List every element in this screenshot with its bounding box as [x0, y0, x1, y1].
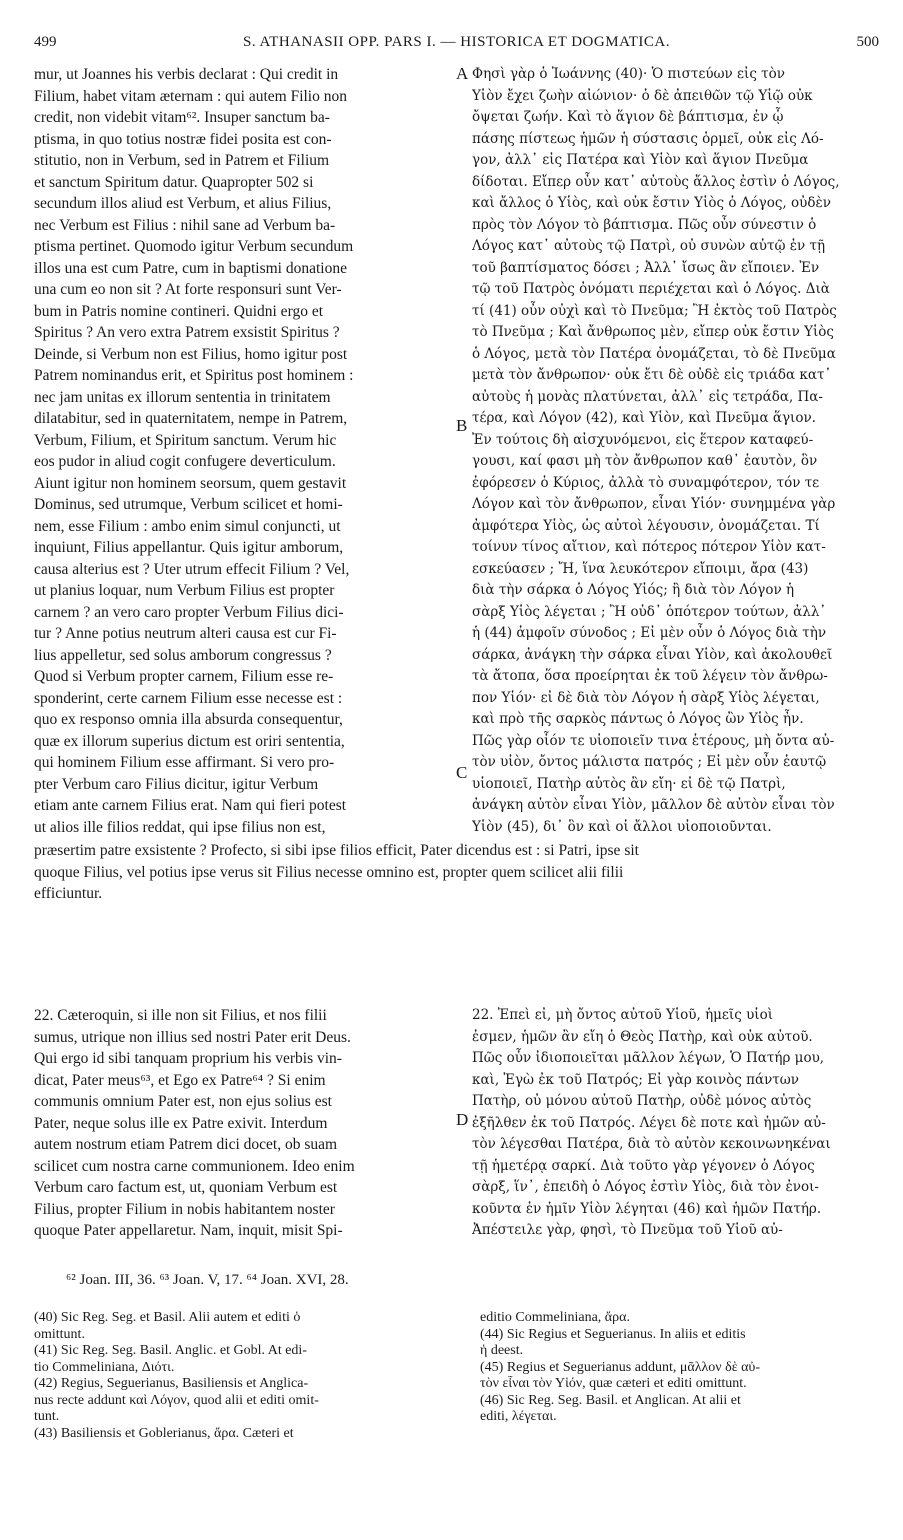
- text-line: Verbum, Filium, et Spiritum sanctum. Verum hic: [34, 431, 337, 449]
- text-line: Verbum caro factum est, ut, quoniam Verbum est: [34, 1179, 338, 1196]
- text-line: inquiunt, Filius appellantur. Quis igitur amborum,: [34, 539, 344, 556]
- text-line: eos pudor in aliud cogit confugere deverticulum.: [34, 453, 336, 470]
- text-line: καὶ, Ἐγὼ ἐκ τοῦ Πατρός; Εἰ γὰρ κοινὸς πάντων: [472, 1071, 799, 1088]
- text-line: tur ? Anne potius neutrum alteri causa est cur Fi-: [34, 625, 337, 642]
- page-number-left: 499: [34, 34, 57, 50]
- text-line: dilatabitur, sed in quaternitatem, nempe in Patrem,: [34, 410, 348, 427]
- text-line: υἱοποιεῖ, Πατὴρ αὐτὸς ἂν εἴη· εἰ δὲ τῷ Πατρὶ,: [472, 775, 786, 792]
- footnote-line: omittunt.: [34, 1326, 85, 1342]
- text-line: εσκεύασεν ; Ἤ, ἵνα λευκότερον εἴποιμι, ἄρα (43): [472, 560, 809, 577]
- margin-letter-a: A: [456, 64, 469, 83]
- running-title: S. ATHANASII OPP. PARS I. — HISTORICA ET DOGMATICA.: [243, 34, 670, 50]
- margin-letter-b: B: [456, 416, 468, 435]
- footnote-line: ἡ deest.: [480, 1343, 524, 1358]
- footnote-line: (44) Sic Regius et Seguerianus. In aliis et editis: [480, 1326, 746, 1342]
- text-line: Patrem nominandus erit, et Spiritus post hominem :: [34, 367, 354, 384]
- greek-column-2: [472, 1005, 882, 1242]
- text-line: sumus, utrique non illius sed nostri Pater erit Deus.: [34, 1028, 351, 1046]
- text-line: μετὰ τὸν ἄνθρωπον· οὐκ ἔτι δὲ οὐδὲ εἰς τριάδα κατ᾽: [472, 367, 832, 383]
- text-line: Pater, neque solus ille ex Patre exivit. Interdum: [34, 1114, 328, 1132]
- text-line: Υἱὸν (45), δι᾽ ὃν καὶ οἱ ἄλλοι υἱοποιοῦνται.: [472, 818, 772, 835]
- text-line: τὸ Πνεῦμα ; Καὶ ἄνθρωπος μὲν, εἴπερ οὐκ ἔστιν Υἱὸς: [472, 324, 834, 340]
- text-line: γον, ἀλλ᾽ εἰς Πατέρα καὶ Υἱὸν καὶ ἅγιον Πνεῦμα: [472, 152, 809, 168]
- text-line: communis omnium Pater est, non ejus solius est: [34, 1093, 332, 1110]
- text-line: præsertim patre exsistente ? Profecto, si sibi ipse filios efficit, Pater dicendus est : si Patri, ipse sit: [34, 842, 639, 859]
- footnote-line: (42) Regius, Seguerianus, Basiliensis et Anglica-: [34, 1376, 309, 1391]
- text-line: illos una est cum Patre, cum in baptismi donatione: [34, 259, 347, 277]
- full-width-paragraph: [34, 840, 882, 905]
- text-line: bum in Patris nomine contineri. Quidni ergo et: [34, 302, 324, 320]
- text-line: Ἐν τούτοις δὴ αἰσχυνόμενοι, εἰς ἕτερον καταφεύ-: [472, 431, 814, 448]
- text-line: τῇ ἡμετέρᾳ σαρκί. Διὰ τοῦτο γὰρ γέγονεν ὁ Λόγος: [472, 1157, 815, 1174]
- text-line: Πατὴρ, οὐ μόνου αὐτοῦ Πατὴρ, οὐδὲ μόνος αὐτὸς: [472, 1093, 812, 1109]
- text-line: ἐξῆλθεν ἐκ τοῦ Πατρός. Λέγει δὲ ποτε καὶ ἡμῶν αὐ-: [472, 1114, 826, 1131]
- text-line: dicat, Pater meus⁶³, et Ego ex Patre⁶⁴ ? Si enim: [34, 1071, 326, 1089]
- footnotes-right: [480, 1310, 885, 1426]
- text-line: Deinde, si Verbum non est Filius, homo igitur post: [34, 345, 348, 363]
- text-line: credit, non videbit vitam⁶². Insuper sanctum ba-: [34, 109, 330, 126]
- text-line: sponderint, certe carnem Filium esse necesse est :: [34, 689, 343, 707]
- footnote-line: tunt.: [34, 1409, 60, 1424]
- text-line: πάσης πίστεως ἡμῶν ἡ σύστασις ὁρμεῖ, οὐκ εἰς Λό-: [472, 130, 824, 147]
- text-line: Φησὶ γὰρ ὁ Ἰωάννης (40)· Ὁ πιστεύων εἰς τὸν: [472, 66, 785, 82]
- footnote-line: τὸν εἶναι τὸν Υἱόν, quæ cæteri et editi omittunt.: [480, 1376, 747, 1391]
- text-line: γουσι, καί φασι μὴ τὸν ἄνθρωπον καθ᾽ ἑαυτὸν, ὃν: [472, 453, 818, 469]
- text-line: lius appelletur, sed solus amborum congressus ?: [34, 646, 332, 664]
- text-line: secundum illos aliud est Verbum, et alius Filius,: [34, 195, 332, 212]
- text-line: πρὸς τὸν Λόγον τὸ βάπτισμα. Πῶς οὖν σύνεστιν ὁ: [472, 216, 817, 233]
- text-line: ἀμφότερα Υἱὸς, ὡς αὐτοὶ λέγουσιν, ὀνομάζεται. Τί: [472, 517, 820, 534]
- text-line: Dominus, sed utrumque, Verbum scilicet et homi-: [34, 496, 343, 513]
- text-line: ἐφόρεσεν ὁ Κύριος, ἀλλὰ τὸ συναμφότερον, τόν τε: [472, 474, 820, 491]
- text-line: Λόγος κατ᾽ αὐτοὺς τῷ Πατρὶ, οὐ συνὼν αὐτῷ ἐν τῇ: [472, 238, 826, 254]
- text-line: τὸν υἱὸν, ὄντος μάλιστα πατρός ; Εἰ μὲν οὖν ἑαυτῷ: [472, 754, 827, 770]
- text-line: αὐτοὺς ἡ μονὰς πλατύνεται, ἀλλ᾽ εἰς τετράδα, Πα-: [472, 388, 823, 405]
- text-line: ἀνάγκη αὐτὸν εἶναι Υἱὸν, μᾶλλον δὲ αὐτὸν εἶναι τὸν: [472, 797, 835, 813]
- text-line: Aiunt igitur non hominem seorsum, quem gestavit: [34, 474, 347, 492]
- text-line: qui hominem Filium esse affirmant. Si vero pro-: [34, 754, 335, 771]
- text-line: σάρκα, ἀνάγκη τὴν σάρκα εἶναι Υἱὸν, καὶ ἀκολουθεῖ: [472, 646, 833, 663]
- scripture-references: ⁶² Joan. III, 36. ⁶³ Joan. V, 17. ⁶⁴ Joan. XVI, 28.: [66, 1272, 349, 1288]
- text-line: ut alios ille filios reddat, qui ipse filius non est,: [34, 818, 326, 836]
- text-line: Υἱὸν ἔχει ζωὴν αἰώνιον· ὁ δὲ ἀπειθῶν τῷ Υἱῷ οὐκ: [472, 87, 813, 104]
- text-line: τῷ τοῦ Πατρὸς ὀνόματι περιέχεται καὶ ὁ Λόγος. Διὰ: [472, 281, 830, 297]
- text-line: una cum eo non sit ? At forte responsuri sunt Ver-: [34, 281, 342, 298]
- text-line: ἐσμεν, ἡμῶν ἂν εἴη ὁ Θεὸς Πατὴρ, καὶ οὐκ αὐτοῦ.: [472, 1028, 813, 1045]
- footnote-line: editi, λέγεται.: [480, 1409, 557, 1424]
- text-line: δίδοται. Εἴπερ οὖν κατ᾽ αὐτοὺς ἄλλος ἐστὶν ὁ Λόγος,: [472, 173, 840, 190]
- text-line: ptisma pertinet. Quomodo igitur Verbum secundum: [34, 238, 354, 255]
- footnote-line: editio Commeliniana, ἄρα.: [480, 1310, 630, 1325]
- text-line: carnem ? an vero caro propter Verbum Filius dici-: [34, 603, 344, 621]
- text-line: καὶ πρὸ τῆς σαρκὸς πάντως ὁ Λόγος ὢν Υἱὸς ἦν.: [472, 711, 804, 727]
- text-line: Filius, propter Filium in nobis habitantem noster: [34, 1200, 335, 1218]
- text-line: stitutio, non in Verbum, sed in Patrem et Filium: [34, 152, 330, 169]
- latin-column-1: [34, 64, 454, 838]
- text-line: quæ ex illorum superius dictum est oriri sententia,: [34, 732, 345, 750]
- text-line: Qui ergo id sibi tanquam proprium his verbis vin-: [34, 1050, 342, 1067]
- footnote-line: (43) Basiliensis et Goblerianus, ἄρα. Cæteri et: [34, 1425, 294, 1441]
- text-line: Λόγον καὶ τὸν ἄνθρωπον, εἶναι Υἱόν· συνημμένα γὰρ: [472, 496, 836, 512]
- text-line: κοῦντα ἐν ἡμῖν Υἱὸν λέγηται (46) καὶ ἡμῶν Πατήρ.: [472, 1200, 822, 1217]
- text-line: efficiuntur.: [34, 885, 103, 902]
- text-line: σὰρξ, ἵν᾽, ἐπειδὴ ὁ Λόγος ἐστὶν Υἱὸς, διὰ τὸν ἐνοι-: [472, 1179, 819, 1195]
- text-line: τὰ ἄτοπα, ὅσα προείρηται ἐκ τοῦ λέγειν τὸν ἄνθρω-: [472, 668, 828, 684]
- page-number-right: 500: [856, 34, 879, 50]
- text-line: quo ex responso omnia illa absurda consequentur,: [34, 711, 343, 728]
- text-line: nec Verbum est Filius : nihil sane ad Verbum ba-: [34, 216, 336, 234]
- footnote-line: (41) Sic Reg. Seg. Basil. Anglic. et Gobl. At edi-: [34, 1343, 307, 1358]
- footnotes-left: [34, 1310, 454, 1442]
- text-line: τὸν λέγεσθαι Πατέρα, διὰ τὸ αὐτὸν κεκοινωνηκέναι: [472, 1136, 831, 1152]
- text-line: mur, ut Joannes his verbis declarat : Qui credit in: [34, 66, 339, 83]
- text-line: Πῶς γὰρ οἷόν τε υἱοποιεῖν τινα ἑτέρους, μὴ ὄντα αὐ-: [472, 732, 835, 749]
- greek-column-1: [472, 64, 882, 838]
- text-line: Ἀπέστειλε γὰρ, φησὶ, τὸ Πνεῦμα τοῦ Υἱοῦ αὐ-: [472, 1222, 783, 1238]
- running-header: [34, 34, 879, 58]
- text-line: Quod si Verbum propter carnem, Filium esse re-: [34, 668, 334, 685]
- latin-column-2: [34, 1005, 454, 1242]
- footnote-line: (45) Regius et Seguerianus addunt, μᾶλλον δὲ αὐ-: [480, 1359, 760, 1375]
- text-line: τί (41) οὖν οὐχὶ καὶ τὸ Πνεῦμα; Ἢ ἐκτὸς τοῦ Πατρὸς: [472, 302, 837, 319]
- text-line: διὰ τὴν σάρκα ὁ Λόγος Υἱός; ἢ διὰ τὸν Λόγον ἡ: [472, 582, 795, 598]
- text-line: τοῦ βαπτίσματος δόσει ; Ἀλλ᾽ ἴσως ἂν εἴποιεν. Ἐν: [472, 259, 820, 276]
- text-line: nem, esse Filium : ambo enim simul conjuncti, ut: [34, 517, 341, 535]
- text-line: causa alterius est ? Uter utrum effecit Filium ? Vel,: [34, 560, 350, 578]
- text-line: ἡ (44) ἀμφοῖν σύνοδος ; Εἰ μὲν οὖν ὁ Λόγος διὰ τὴν: [472, 625, 827, 641]
- text-line: scilicet cum nostra carne communionem. Ideo enim: [34, 1157, 355, 1175]
- footnote-line: (46) Sic Reg. Seg. Basil. et Anglican. At alii et: [480, 1392, 741, 1408]
- text-line: ptisma, in quo totius nostræ fidei posita est con-: [34, 130, 332, 148]
- text-line: Πῶς οὖν ἰδιοποιεῖται μᾶλλον λέγων, Ὁ Πατήρ μου,: [472, 1050, 825, 1066]
- text-line: Filium, habet vitam æternam : qui autem Filio non: [34, 87, 347, 105]
- text-line: ὁ Λόγος, μετὰ τὸν Πατέρα ὀνομάζεται, τὸ δὲ Πνεῦμα: [472, 345, 836, 362]
- footnote-line: nus recte addunt καὶ Λόγον, quod alii et editi omit-: [34, 1392, 319, 1408]
- text-line: et sanctum Spiritum datur. Quapropter 502 si: [34, 173, 314, 191]
- text-line: ut planius loquar, num Verbum Filius est propter: [34, 582, 335, 599]
- text-line: 22. Ἐπεὶ εἰ, μὴ ὄντος αὐτοῦ Υἱοῦ, ἡμεῖς υἱοὶ: [472, 1007, 773, 1023]
- text-line: pter Verbum caro Filius dicitur, igitur Verbum: [34, 775, 319, 793]
- text-line: καὶ ἄλλος ὁ Υἱὸς, καὶ οὐκ ἔστιν Υἱὸς ὁ Λόγος, οὐδὲν: [472, 195, 831, 211]
- text-line: τοίνυν τίνος αἴτιον, καὶ πότερος πότερον Υἱὸν κατ-: [472, 539, 826, 555]
- text-line: autem nostrum etiam Patrem dici docet, ob suam: [34, 1136, 338, 1153]
- text-line: σὰρξ Υἱὸς λέγεται ; Ἢ οὐδ᾽ ὁπότερον τούτων, ἀλλ᾽: [472, 603, 827, 620]
- footnote-line: (40) Sic Reg. Seg. et Basil. Alii autem et editi ὁ: [34, 1310, 301, 1325]
- text-line: πον Υἱόν· εἰ δὲ διὰ τὸν Λόγον ἡ σὰρξ Υἱὸς λέγεται,: [472, 689, 820, 706]
- text-line: ὄψεται ζωήν. Καὶ τὸ ἅγιον δὲ βάπτισμα, ἐν ᾧ: [472, 109, 784, 125]
- margin-letter-d: D: [456, 1110, 469, 1129]
- footnote-line: tio Commeliniana, Διότι.: [34, 1359, 175, 1375]
- text-line: τέρα, καὶ Λόγον (42), καὶ Υἱὸν, καὶ Πνεῦμα ἅγιον.: [472, 410, 816, 426]
- text-line: nec jam unitas ex illorum sententia in trinitatem: [34, 388, 331, 406]
- text-line: 22. Cæteroquin, si ille non sit Filius, et nos filii: [34, 1007, 327, 1024]
- text-line: etiam ante carnem Filius erat. Nam qui fieri potest: [34, 797, 347, 814]
- margin-letter-c: C: [456, 763, 468, 782]
- text-line: Spiritus ? An vero extra Patrem exsistit Spiritus ?: [34, 324, 340, 341]
- text-line: quoque Pater appellaretur. Nam, inquit, misit Spi-: [34, 1222, 343, 1239]
- text-line: quoque Filius, vel potius ipse verus sit Filius necesse omnino est, propter quem scilicet alii filii: [34, 863, 624, 881]
